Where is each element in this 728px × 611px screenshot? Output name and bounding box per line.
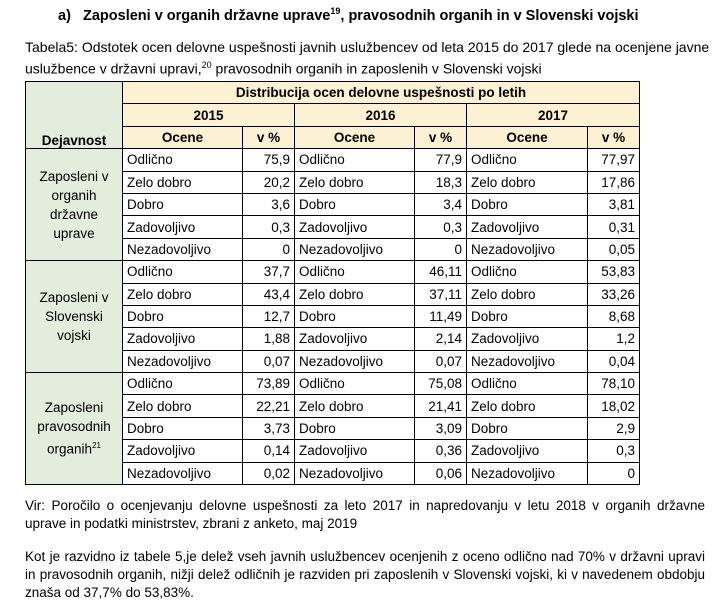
rating-value: 73,89 bbox=[243, 373, 295, 395]
pct-header: v % bbox=[415, 126, 467, 148]
activity-line: Zaposleni bbox=[44, 400, 104, 416]
rating-label: Dobro bbox=[123, 193, 243, 215]
activity-line: uprave bbox=[53, 225, 95, 241]
rating-value: 3,73 bbox=[243, 417, 295, 439]
rating-value: 0,3 bbox=[588, 440, 640, 462]
rating-value: 3,4 bbox=[415, 193, 467, 215]
caption-text-rest: pravosodnih organih in zaposlenih v Slovenski vojski bbox=[211, 60, 542, 77]
rating-value: 3,81 bbox=[588, 193, 640, 215]
rating-label: Zadovoljivo bbox=[467, 216, 588, 238]
activity-cell bbox=[26, 149, 123, 261]
rating-value: 21,41 bbox=[415, 395, 467, 417]
rating-label: Dobro bbox=[295, 193, 415, 215]
rating-label: Odlično bbox=[123, 149, 243, 171]
rating-label: Zadovoljivo bbox=[467, 440, 588, 462]
rating-label: Dobro bbox=[467, 417, 588, 439]
rating-label: Zadovoljivo bbox=[123, 328, 243, 350]
rating-value: 0 bbox=[243, 238, 295, 260]
rating-value: 0,02 bbox=[243, 462, 295, 484]
rating-label: Zadovoljivo bbox=[295, 440, 415, 462]
rating-value: 8,68 bbox=[588, 305, 640, 327]
rating-label: Zadovoljivo bbox=[467, 328, 588, 350]
rating-value: 0,36 bbox=[415, 440, 467, 462]
rating-label: Odlično bbox=[295, 373, 415, 395]
rating-label: Dobro bbox=[123, 417, 243, 439]
activity-line: Slovenski bbox=[45, 309, 103, 325]
table-row bbox=[26, 261, 640, 283]
rating-label: Nezadovoljivo bbox=[467, 238, 588, 260]
rating-value: 0,14 bbox=[243, 440, 295, 462]
rating-label: Dobro bbox=[123, 305, 243, 327]
rating-label: Dobro bbox=[467, 193, 588, 215]
header-row-distribution bbox=[26, 82, 640, 104]
heading-text-rest: , pravosodnih organih in v Slovenski vojski bbox=[340, 7, 639, 24]
section-marker: a) bbox=[58, 7, 71, 24]
table-row bbox=[26, 373, 640, 395]
rating-value: 33,26 bbox=[588, 283, 640, 305]
rating-label: Zadovoljivo bbox=[123, 216, 243, 238]
activity-cell bbox=[26, 373, 123, 485]
heading-text: Zaposleni v organih državne uprave bbox=[83, 7, 331, 24]
rating-label: Nezadovoljivo bbox=[123, 238, 243, 260]
rating-value: 0,07 bbox=[243, 350, 295, 372]
rating-label: Zelo dobro bbox=[295, 171, 415, 193]
rating-value: 0,06 bbox=[415, 462, 467, 484]
activity-line: organih bbox=[51, 187, 97, 203]
activity-line: državne bbox=[49, 206, 99, 222]
rating-value: 3,6 bbox=[243, 193, 295, 215]
rating-label: Nezadovoljivo bbox=[467, 462, 588, 484]
ocene-header: Ocene bbox=[295, 126, 415, 148]
rating-label: Zadovoljivo bbox=[123, 440, 243, 462]
rating-value: 1,2 bbox=[588, 328, 640, 350]
rating-value: 2,14 bbox=[415, 328, 467, 350]
rating-label: Zadovoljivo bbox=[295, 216, 415, 238]
rating-label: Zadovoljivo bbox=[295, 328, 415, 350]
rating-value: 0,05 bbox=[588, 238, 640, 260]
rating-value: 37,11 bbox=[415, 283, 467, 305]
table-row bbox=[26, 149, 640, 171]
rating-label: Odlično bbox=[295, 261, 415, 283]
year-header: 2016 bbox=[295, 104, 467, 126]
caption-text: Tabela5: Odstotek ocen delovne uspešnosti javnih uslužbencev od leta 2015 do 2017 glede na ocenjene javne uslužbence v državni upravi, bbox=[25, 39, 710, 77]
activity-line: organih$^{21}$ bbox=[47, 441, 101, 457]
rating-value: 0,3 bbox=[243, 216, 295, 238]
rating-label: Dobro bbox=[295, 305, 415, 327]
rating-value: 0,3 bbox=[415, 216, 467, 238]
rating-label: Odlično bbox=[295, 149, 415, 171]
rating-value: 22,21 bbox=[243, 395, 295, 417]
rating-value: 0,04 bbox=[588, 350, 640, 372]
pct-header: v % bbox=[588, 126, 640, 148]
body-paragraph: Kot je razvidno iz tabele 5,je delež vseh javnih uslužbencev ocenjenih z oceno odlično nad 70% v državni upravi in pravosodnih organih, nižji delež odličnih je razviden pri zaposlenih v Slovenski vojski, ki v navedenem obdobju znaša od 37,7% do 53,83%. bbox=[25, 549, 705, 600]
rating-value: 1,88 bbox=[243, 328, 295, 350]
rating-value: 46,11 bbox=[415, 261, 467, 283]
activity-line: pravosodnih bbox=[37, 419, 111, 435]
footnote-ref-19[interactable]: 19 bbox=[330, 6, 341, 16]
rating-label: Zelo dobro bbox=[467, 283, 588, 305]
ocene-header: Ocene bbox=[467, 126, 588, 148]
distribution-header: Distribucija ocen delovne uspešnosti po letih bbox=[123, 82, 640, 104]
rating-label: Odlično bbox=[467, 149, 588, 171]
rating-label: Dobro bbox=[467, 305, 588, 327]
rating-value: 17,86 bbox=[588, 171, 640, 193]
rating-label: Nezadovoljivo bbox=[123, 462, 243, 484]
rating-label: Nezadovoljivo bbox=[467, 350, 588, 372]
table-caption bbox=[25, 38, 715, 78]
rating-value: 2,9 bbox=[588, 417, 640, 439]
activity-line: Zaposleni v bbox=[39, 290, 109, 306]
footnote-ref[interactable]: 21 bbox=[92, 441, 101, 451]
pct-header: v % bbox=[243, 126, 295, 148]
rating-label: Nezadovoljivo bbox=[295, 350, 415, 372]
rating-value: 53,83 bbox=[588, 261, 640, 283]
rating-value: 37,7 bbox=[243, 261, 295, 283]
rating-value: 77,9 bbox=[415, 149, 467, 171]
rating-value: 12,7 bbox=[243, 305, 295, 327]
rating-value: 18,02 bbox=[588, 395, 640, 417]
activity-header: Dejavnost bbox=[26, 82, 123, 149]
rating-label: Zelo dobro bbox=[467, 395, 588, 417]
section-heading bbox=[58, 6, 639, 24]
rating-label: Zelo dobro bbox=[295, 283, 415, 305]
rating-value: 18,3 bbox=[415, 171, 467, 193]
rating-label: Zelo dobro bbox=[123, 395, 243, 417]
rating-label: Odlično bbox=[123, 373, 243, 395]
rating-label: Dobro bbox=[295, 417, 415, 439]
rating-value: 0 bbox=[588, 462, 640, 484]
rating-value: 11,49 bbox=[415, 305, 467, 327]
rating-label: Odlično bbox=[467, 373, 588, 395]
rating-label: Zelo dobro bbox=[123, 171, 243, 193]
activity-line: vojski bbox=[57, 328, 91, 344]
source-note: Vir: Poročilo o ocenjevanju delovne uspešnosti za leto 2017 in napredovanju v letu 2018 v organih državne uprave in podatki ministrstev, zbrani z anketo, maj 2019 bbox=[25, 498, 705, 531]
rating-value: 3,09 bbox=[415, 417, 467, 439]
footnote-ref-20[interactable]: 20 bbox=[201, 60, 212, 70]
rating-value: 20,2 bbox=[243, 171, 295, 193]
rating-value: 0 bbox=[415, 238, 467, 260]
rating-value: 0,31 bbox=[588, 216, 640, 238]
rating-label: Zelo dobro bbox=[123, 283, 243, 305]
rating-label: Zelo dobro bbox=[295, 395, 415, 417]
rating-value: 43,4 bbox=[243, 283, 295, 305]
rating-label: Nezadovoljivo bbox=[295, 238, 415, 260]
year-header: 2015 bbox=[123, 104, 295, 126]
ocene-header: Ocene bbox=[123, 126, 243, 148]
rating-label: Nezadovoljivo bbox=[123, 350, 243, 372]
rating-value: 0,07 bbox=[415, 350, 467, 372]
rating-value: 75,9 bbox=[243, 149, 295, 171]
activity-cell bbox=[26, 261, 123, 373]
rating-label: Nezadovoljivo bbox=[295, 462, 415, 484]
rating-value: 78,10 bbox=[588, 373, 640, 395]
ratings-table bbox=[25, 81, 640, 485]
rating-value: 75,08 bbox=[415, 373, 467, 395]
activity-line: Zaposleni v bbox=[39, 168, 109, 184]
rating-value: 77,97 bbox=[588, 149, 640, 171]
year-header: 2017 bbox=[467, 104, 640, 126]
rating-label: Odlično bbox=[123, 261, 243, 283]
rating-label: Odlično bbox=[467, 261, 588, 283]
rating-label: Zelo dobro bbox=[467, 171, 588, 193]
